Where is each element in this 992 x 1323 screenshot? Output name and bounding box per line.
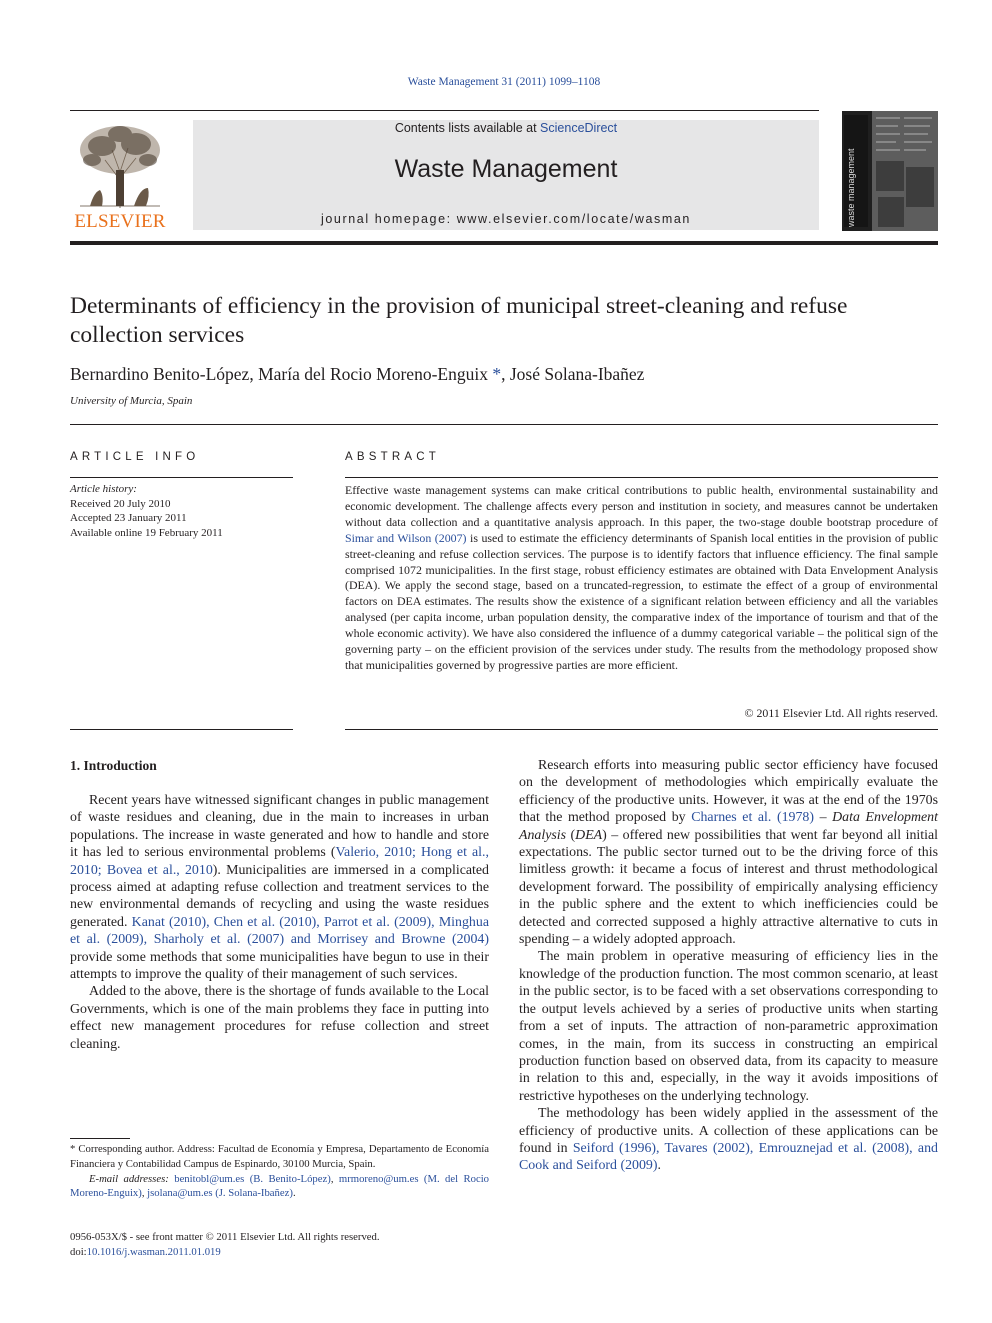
doi-prefix: doi: [70,1246,87,1258]
separator: . [292,1187,296,1200]
left-column [70,792,489,1053]
right-column [519,757,938,1175]
accepted-date: Accepted 23 January 2011 [70,512,187,524]
text-run: Research efforts into measuring public sector efficiency have focused on the development of methodologies which empirically evaluate the efficiency of the productive units. However, it was at the end of the 1970s that the method proposed by [519,758,938,826]
text-run: ). Municipalities are immersed in a complicated process aimed at adapting refuse collection and treatment services to the new environmental demands of recycling and using the waste residues generated. [70,862,490,930]
elsevier-wordmark: ELSEVIER [74,211,166,232]
citation-link[interactable]: Charnes et al. (1978) [691,810,814,826]
received-date: Received 20 July 2010 [70,497,171,510]
sciencedirect-link[interactable]: ScienceDirect [540,121,618,135]
text-run: ( [566,827,576,843]
separator: , [330,1172,339,1185]
footnote-rule [70,1138,130,1139]
email-link[interactable]: jsolana@um.es (J. Solana-Ibañez) [147,1187,293,1200]
article-info-heading: ARTICLE INFO [70,451,200,463]
paragraph: The main problem in operative measuring of efficiency lies in the knowledge of the production function. The most common scenario, at least in the public sector, is to be faced with a set observations corresponding to the output levels achieved by a series of productive units when starting from a set of inputs. The attraction of non-parametric approximation comes, in the main, from its success in constructing an empirical production function based on observed data, from its capacity to measure in relation to this and, especially, in the way it avoids impositions of restrictive hypotheses on the underlying technology. [519,949,938,1104]
abstract-part-2: is used to estimate the efficiency determinants of Spanish local entities in the provision of public street-cleaning and refuse collection services. The purpose is to identify factors that influence efficiency. The final sample comprised 1072 municipalities. In the first stage, robust efficiency estimates are obtained with Data Envelopment Analysis (DEA). We apply the second stage, based on a truncated-regression, to estimate the effect of a group of environmental factors on DEA estimates. The results show the existence of a significant relation between efficiency and all the variables analysed (per capita income, urban population density, the comparative index of the importance of tourism and that of the whole economic activity). We have also considered the influence of a dummy categorical variable – the political sign of the governing party – on the efficient provision of the services under study. The results from the methodology proposed show that municipalities governed by progressive parties are more efficient. [345,530,938,672]
cover-image-icon [842,111,938,231]
author-1: Bernardino Benito-López, [70,364,259,384]
journal-citation[interactable]: Waste Management 31 (2011) 1099–1108 [407,76,601,88]
text-run: – [814,810,833,826]
header-rule [70,110,819,111]
authors-rule [70,424,938,425]
contents-prefix: Contents lists available at [394,121,541,135]
paragraph: Added to the above, there is the shortage of funds available to the Local Governments, which is one of the main problems they face in putting into effect new management procedures for refuse collection and street cleaning. [70,984,489,1052]
elsevier-tree-icon [70,120,170,212]
citation-link[interactable]: Kanat (2010), Chen et al. (2010), Parrot et al. (2009), Minghua et al. (2009), Sharholy et al. (2007) and Morrisey and Browne (2004) [70,914,489,948]
article-title: Determinants of efficiency in the provision of municipal street-cleaning and refuse collection services [70,293,848,348]
citation-link[interactable]: Seiford (1996), Tavares (2002), Emrouznejad et al. (2008), and Cook and Seiford (2009) [519,1140,938,1174]
abstract-text [345,483,938,674]
text-run: Recent years have witnessed significant changes in public management of waste residues and cleaning, due in the main to increases in urban populations. The increase in waste generated and how to handle and store it has led to serious environmental problems ( [70,793,489,861]
abstract-heading: ABSTRACT [345,451,440,463]
email-label: E-mail addresses: [89,1172,169,1185]
paragraph [70,792,489,983]
citation-link[interactable]: Valerio, 2010; Hong et al., 2010; Bovea et al., 2010 [70,845,489,878]
italic-term: DEA [575,827,603,843]
section-heading-introduction: 1. Introduction [70,758,157,773]
abstract-bottom-rule [345,729,938,730]
doi-link[interactable]: 10.1016/j.wasman.2011.01.019 [86,1246,221,1258]
author-2: María del Rocio Moreno-Enguix [258,364,488,384]
abstract-citation-link[interactable]: Simar and Wilson (2007) [345,530,467,545]
text-run: provide some methods that some municipalities have begun to use in their attempts to improve the quality of their management of such services. [70,949,489,983]
online-date: Available online 19 February 2011 [70,526,223,539]
history-label: Article history: [70,483,137,495]
email-link[interactable]: mrmoreno@um.es (M. del Rocio Moreno-Enguix) [70,1172,490,1200]
cover-title-text: waste management [846,148,856,227]
email-link[interactable]: benitobl@um.es (B. Benito-López) [174,1172,331,1185]
abstract-part-1: Effective waste management systems can make critical contributions to public health, environmental sustainability and economic development. The challenge affects every person and institution in society, and measures cannot be undertaken without data collection and a quantitative analysis approach. In this paper, the two-stage double bootstrap procedure of [345,483,938,529]
doi-line [70,1245,380,1260]
contents-line [193,121,819,135]
corresponding-author-mark[interactable]: * [487,364,502,384]
author-list [70,364,644,385]
separator: , [141,1187,148,1200]
author-3: , José Solana-Ibañez [501,364,645,384]
paragraph [519,757,938,948]
front-matter-info [70,1230,380,1260]
article-history [70,482,223,540]
corresponding-author-note: * Corresponding author. Address: Facultad de Economía y Empresa, Departamento de Economía Financiera y Contabilidad Campus de Espinardo, 30100 Murcia, Spain. [70,1143,489,1170]
text-run: . [657,1158,661,1174]
email-addresses [70,1172,489,1202]
article-info-bottom-rule [70,729,293,730]
text-run: The methodology has been widely applied in the assessment of the efficiency of productive units. A collection of these applications can be found in [519,1106,938,1156]
banner-bottom-rule [70,241,938,245]
footnote [70,1142,489,1201]
abstract-copyright: © 2011 Elsevier Ltd. All rights reserved. [744,706,938,720]
issn-line: 0956-053X/$ - see front matter © 2011 Elsevier Ltd. All rights reserved. [70,1231,380,1243]
abstract-rule [345,477,938,478]
paragraph [519,1105,938,1175]
affiliation: University of Murcia, Spain [70,395,193,407]
text-run: ) – offered new possibilities that went far beyond all initial expectations. The public sector turned out to be the driving force of this limitless growth: it became a focus of interest and thrust methodological development forward. The possibility of empirically analysing efficiency in the public sphere and the extent to which inefficiencies could be detected and corrected supposed a highly attractive alternative to cuts in spending – a widely adopted approach. [519,827,938,948]
article-info-rule [70,477,293,478]
journal-title: Waste Management [394,155,618,183]
italic-term: Data Envelopment Analysis [519,810,938,843]
journal-homepage[interactable]: journal homepage: www.elsevier.com/locate/wasman [320,212,691,226]
journal-cover [842,111,938,231]
